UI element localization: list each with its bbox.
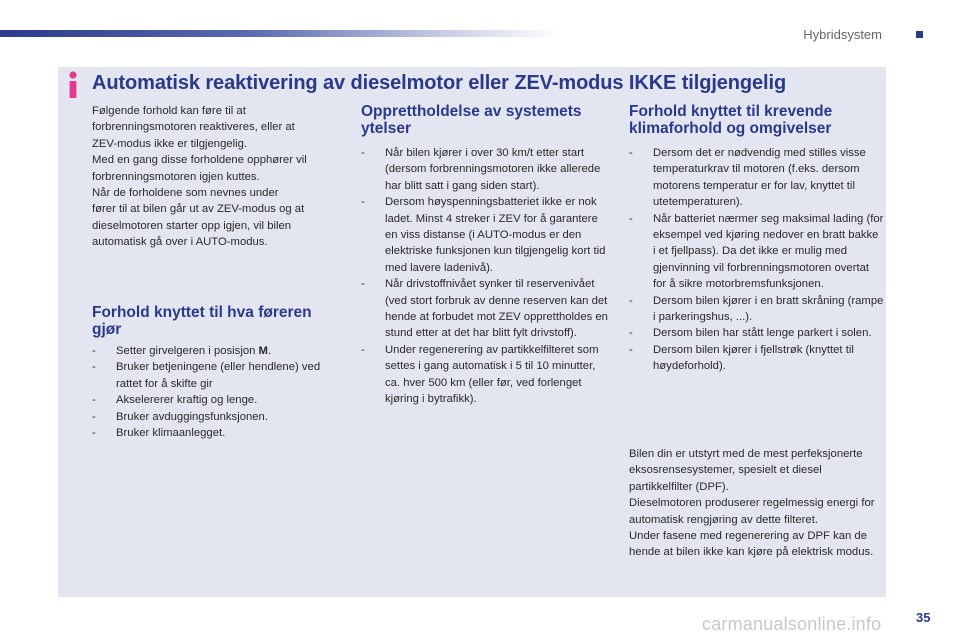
intro-line: forbrenningsmotoren igjen kuttes.: [92, 170, 260, 183]
performance-condition-item: - Dersom høyspenningsbatteriet ikke er nok ladet. Minst 4 streker i ZEV for å garantere en viss distanse (i AUTO-modus er den elektriske funksjonen kun tilgjengelig kort tid med lavere ladenivå).: [361, 194, 611, 276]
info-icon: [62, 70, 84, 100]
driver-condition-item: - Bruker avduggingsfunksjonen.: [92, 409, 347, 425]
driver-conditions-list: [92, 343, 347, 441]
performance-section-heading: Opprettholdelse av systemets ytelser: [361, 103, 582, 137]
climate-condition-item: - Når batteriet nærmer seg maksimal lading (for eksempel ved kjøring nedover en bratt bakke i et fjellpass). Da det ikke er mulig med gjenvinning vil forbrenningsmotoren overtat for å sikre motorbremsfunksjonen.: [629, 211, 884, 293]
performance-conditions-list: [361, 145, 611, 408]
performance-condition-item: - Når bilen kjører i over 30 km/t etter start (dersom forbrenningsmotoren ikke allerede har blitt satt i gang siden start).: [361, 145, 611, 194]
performance-condition-item: - Under regenerering av partikkelfilteret som settes i gang automatisk i 5 til 10 minutter, ca. hver 500 km (eller før, ved forlenget kjøring i bytrafikk).: [361, 342, 611, 408]
climate-condition-item: - Dersom bilen kjører i fjellstrøk (knyttet til høydeforhold).: [629, 342, 884, 375]
intro-line: automatisk gå over i AUTO-modus.: [92, 236, 268, 249]
watermark: carmanualsonline.info: [702, 614, 882, 634]
page-title: Automatisk reaktivering av dieselmotor eller ZEV-modus IKKE tilgjengelig: [92, 72, 787, 94]
dpf-note-paragraph: Dieselmotoren produserer regelmessig energi for automatisk rengjøring av dette filteret.: [629, 497, 875, 526]
climate-section-heading: Forhold knyttet til krevende klimaforhold og omgivelser: [629, 103, 833, 137]
intro-line: dieselmotoren starter opp igjen, vil bilen: [92, 219, 292, 232]
climate-conditions-list: [629, 145, 884, 375]
section-title: Hybridsystem: [803, 27, 882, 42]
header-gradient-bar: [0, 30, 560, 37]
header-marker: [916, 31, 923, 38]
climate-condition-item: - Dersom bilen kjører i en bratt skråning (rampe i parkeringshus, ...).: [629, 293, 884, 326]
intro-line: fører til at bilen går ut av ZEV-modus og at: [92, 203, 305, 216]
driver-condition-item: - Setter girvelgeren i posisjon M.: [92, 343, 347, 359]
climate-condition-item: - Dersom bilen har stått lenge parkert i solen.: [629, 325, 884, 341]
intro-text: [92, 103, 347, 251]
intro-line: ZEV-modus ikke er tilgjengelig.: [92, 137, 248, 150]
driver-condition-item: - Bruker klimaanlegget.: [92, 425, 347, 441]
driver-condition-item: - Bruker betjeningene (eller hendlene) ved rattet for å skifte gir: [92, 359, 347, 392]
dpf-note-paragraph: Bilen din er utstyrt med de mest perfeksjonerte eksosrensesystemer, spesielt et diesel partikkelfilter (DPF).: [629, 448, 863, 493]
intro-line: Når de forholdene som nevnes under: [92, 187, 279, 200]
climate-condition-item: - Dersom det er nødvendig med stilles visse temperaturkrav til motoren (f.eks. dersom motorens temperatur er for lav, knyttet til utetemperaturen).: [629, 145, 884, 211]
intro-line: Følgende forhold kan føre til at: [92, 105, 246, 117]
driver-condition-item: - Akselererer kraftig og lenge.: [92, 392, 347, 408]
dpf-note: [629, 446, 884, 561]
intro-line: Med en gang disse forholdene opphører vil: [92, 154, 307, 167]
page-number: 35: [916, 610, 931, 625]
dpf-note-paragraph: Under fasene med regenerering av DPF kan de hende at bilen ikke kan kjøre på elektrisk modus.: [629, 530, 874, 559]
driver-section-heading: Forhold knyttet til hva føreren gjør: [92, 304, 312, 338]
performance-condition-item: - Når drivstoffnivået synker til reservenivået (ved stort forbruk av denne reserven kan det hende at forbudet mot ZEV opprettholdes en stund etter at det har blitt fylt drivstoff).: [361, 276, 611, 342]
intro-line: forbrenningsmotoren reaktiveres, eller at: [92, 121, 295, 134]
